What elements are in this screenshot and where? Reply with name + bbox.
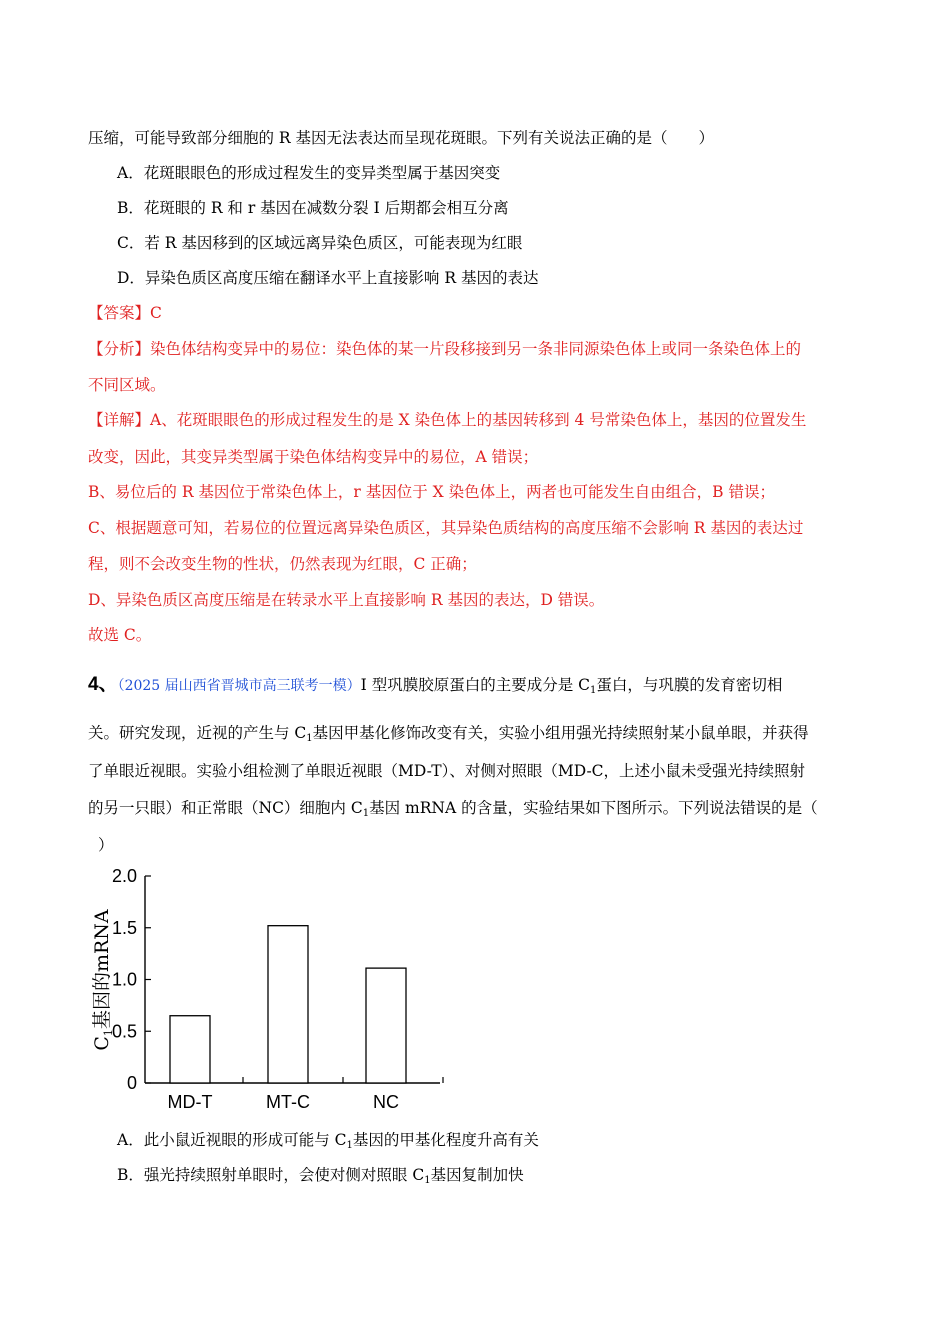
q4-subscript-1: 1 <box>590 685 597 696</box>
detail-line-4: C、根据题意可知，若易位的位置远离异染色质区，其异染色质结构的高度压缩不会影响 R 基因的表达过 <box>88 519 804 537</box>
bar-md-t <box>170 1016 210 1083</box>
q4-option-b-text-2: 基因复制加快 <box>430 1166 524 1184</box>
q4-text-1a: I 型巩膜胶原蛋白的主要成分是 C <box>360 676 591 694</box>
bar-chart <box>80 862 460 1112</box>
question-stem-tail: 压缩，可能导致部分细胞的 R 基因无法表达而呈现花斑眼。下列有关说法正确的是（ ） <box>88 129 715 147</box>
y-tick-label: 2.0 <box>111 866 137 886</box>
detail-line-3: B、易位后的 R 基因位于常染色体上，r 基因位于 X 染色体上，两者也可能发生自由组合，B 错误； <box>88 483 775 501</box>
q4-text-2a: 关。研究发现，近视的产生与 C <box>88 724 307 742</box>
analysis-label: 【分析】 <box>88 340 151 358</box>
y-tick-label: 1.5 <box>111 917 137 938</box>
q4-option-b-text-1: B．强光持续照射单眼时，会使对侧对照眼 C <box>117 1166 425 1184</box>
detail-line-5: 程，则不会改变生物的性状，仍然表现为红眼，C 正确； <box>88 555 477 573</box>
answer-line <box>88 302 162 324</box>
answer-value: C <box>150 304 162 322</box>
y-axis-label: $C_1$基因的mRNA <box>91 909 115 1051</box>
q4-option-a-subscript: 1 <box>346 1140 353 1151</box>
detail-line-2: 改变，因此，其变异类型属于染色体结构变异中的易位，A 错误； <box>88 448 539 466</box>
question-number: 4、 <box>88 674 118 695</box>
q4-option-a-text-1: A．此小鼠近视眼的形成可能与 C <box>117 1131 347 1149</box>
y-tick-label: 1.0 <box>111 969 137 990</box>
q4-option-b <box>117 1164 524 1192</box>
y-tick-label: 0 <box>126 1073 137 1093</box>
question-4-line-2 <box>88 722 809 750</box>
x-tick-label: NC <box>373 1092 399 1112</box>
q4-text-1b: 蛋白，与巩膜的发育密切相 <box>596 676 783 694</box>
q4-text-4a: 的另一只眼）和正常眼（NC）细胞内 C <box>88 799 363 817</box>
q4-option-b-subscript: 1 <box>424 1175 431 1186</box>
q4-option-a-text-2: 基因的甲基化程度升高有关 <box>352 1131 539 1149</box>
analysis-line-1 <box>88 338 801 360</box>
conclusion-line: 故选 C。 <box>88 626 152 644</box>
analysis-text-1: 染色体结构变异中的易位：染色体的某一片段移接到另一条非同源染色体上或同一条染色体上的 <box>150 340 802 358</box>
question-source: （2025 届山西省晋城市高三联考一模） <box>117 678 361 694</box>
bar-nc <box>366 968 406 1083</box>
detail-text-1: A、花斑眼眼色的形成过程发生的是 X 染色体上的基因转移到 4 号常染色体上，基因的位置发生 <box>150 411 807 429</box>
option-b: B．花斑眼的 R 和 r 基因在减数分裂 I 后期都会相互分离 <box>117 199 509 217</box>
x-tick-label: MT-C <box>266 1092 310 1112</box>
detail-line-1 <box>88 409 806 431</box>
question-4-line-4 <box>88 797 818 825</box>
x-tick-label: MD-T <box>167 1092 213 1112</box>
option-a: A．花斑眼眼色的形成过程发生的变异类型属于基因突变 <box>117 164 501 182</box>
q4-subscript-2: 1 <box>306 733 313 744</box>
analysis-line-2: 不同区域。 <box>88 376 166 394</box>
detail-label: 【详解】 <box>88 411 151 429</box>
question-4-line-3: 了单眼近视眼。实验小组检测了单眼近视眼（MD-T）、对侧对照眼（MD-C，上述小鼠未受强光持续照射 <box>88 762 806 780</box>
q4-subscript-4: 1 <box>362 808 370 819</box>
q4-option-a <box>117 1129 539 1157</box>
detail-line-6: D、异染色质区高度压缩是在转录水平上直接影响 R 基因的表达，D 错误。 <box>88 591 605 609</box>
answer-label: 【答案】 <box>88 304 151 322</box>
bar-mt-c <box>268 926 308 1083</box>
y-tick-label: 0.5 <box>111 1021 137 1042</box>
option-c: C．若 R 基因移到的区域远离异染色质区，可能表现为红眼 <box>117 234 523 252</box>
q4-text-2b: 基因甲基化修饰改变有关，实验小组用强光持续照射某小鼠单眼，并获得 <box>312 724 809 742</box>
q4-text-4b: 基因 mRNA 的含量，实验结果如下图所示。下列说法错误的是（ <box>369 799 818 817</box>
question-4-line-1 <box>88 674 782 702</box>
option-d: D．异染色质区高度压缩在翻译水平上直接影响 R 基因的表达 <box>117 269 539 287</box>
question-4-line-5: ） <box>98 836 114 854</box>
